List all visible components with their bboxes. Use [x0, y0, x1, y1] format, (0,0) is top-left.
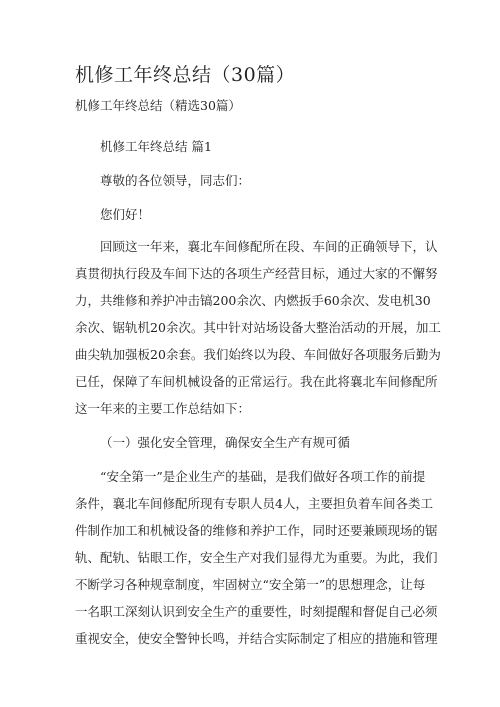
paragraph1-line: 真贯彻执行段及车间下达的各项生产经营目标，通过大家的不懈努	[75, 266, 438, 281]
salutation: 尊敬的各位领导，同志们：	[100, 173, 251, 188]
document-title: 机修工年终总结（30篇）	[75, 64, 296, 86]
paragraph1-line: 回顾这一年来，襄北车间修配所在段、车间的正确领导下，认	[100, 239, 438, 254]
paragraph2-line: 不断学习各种规章制度，牢固树立“安全第一”的思想理念，让每	[75, 577, 426, 592]
greeting: 您们好！	[100, 207, 151, 222]
document-subtitle: 机修工年终总结（精选30篇）	[75, 98, 241, 113]
article-heading: 机修工年终总结 篇1	[100, 139, 212, 154]
section1-heading: （一）强化安全管理，确保安全生产有规可循	[100, 435, 351, 450]
paragraph2-line: 件制作加工和机械设备的维修和养护工作，同时还要兼顾现场的锯	[75, 523, 438, 538]
paragraph1-line: 力，共维修和养护冲击镐200余次、内燃扳手60余次、发电机30	[75, 293, 431, 308]
paragraph2-line: 条件，襄北车间修配所现有专职人员4人，主要担负着车间各类工	[75, 496, 433, 511]
paragraph1-line: 曲尖轨加强板20余套。我们始终以为段、车间做好各项服务后勤为	[75, 347, 441, 362]
paragraph2-line: 重视安全，使安全警钟长鸣，并结合实际制定了相应的措施和管理	[75, 631, 438, 646]
paragraph1-line: 已任，保障了车间机械设备的正常运行。我在此将襄北车间修配所	[75, 374, 438, 389]
paragraph2-line: “安全第一”是企业生产的基础，是我们做好各项工作的前提	[100, 469, 426, 484]
paragraph1-line: 这一年来的主要工作总结如下：	[75, 401, 251, 416]
paragraph2-line: 轨、配轨、钻眼工作，安全生产对我们显得尤为重要。为此，我们	[75, 550, 438, 565]
paragraph2-line: 一名职工深刻认识到安全生产的重要性，时刻提醒和督促自己必须	[75, 604, 438, 619]
paragraph1-line: 余次、锯轨机20余次。其中针对站场设备大整治活动的开展，加工	[75, 320, 441, 335]
